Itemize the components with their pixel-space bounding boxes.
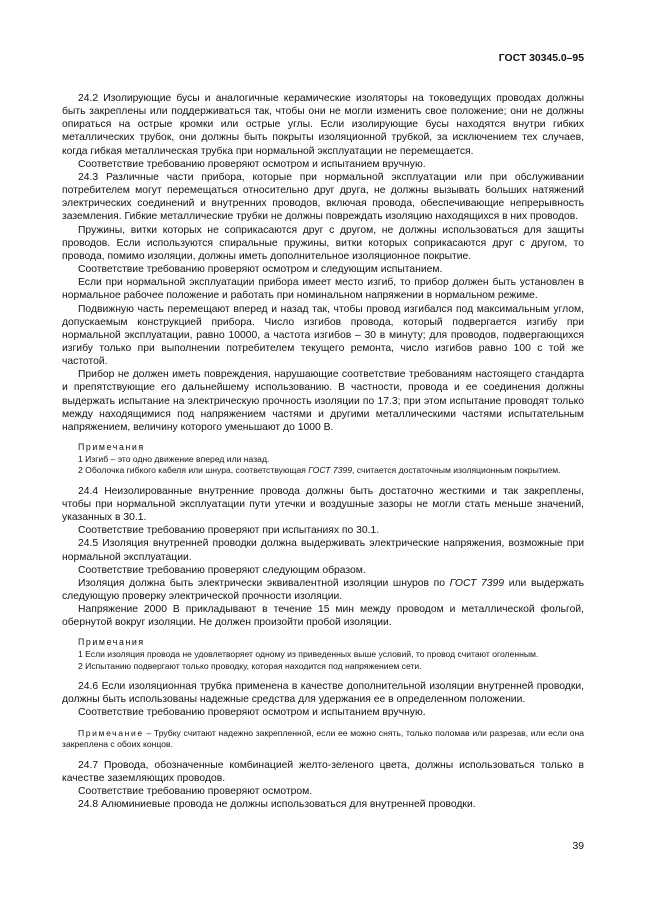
note-item: 2 Испытанию подвергают только проводку, которая находится под напряжением сети. [78,660,422,671]
note-item [62,465,584,477]
document-code-header: ГОСТ 30345.0–95 [498,53,584,64]
paragraph-24-6: 24.6 Если изоляционная трубка применена в качестве дополнительной изоляции внутренней проводки, должны быть использованы надежные средства для удержания ее в определенном положении. [62,681,584,706]
paragraph: Если при нормальной эксплуатации прибора имеет место изгиб, то прибор должен быть установлен в нормальное рабочее положение и работать при номинальном напряжении в нормальном режиме. [62,277,584,302]
note-text: – Трубку считают надежно закрепленной, если ее можно снять, только поломав или разрезав, или если она закреплена с обоих концов. [62,727,584,750]
standard-reference: ГОСТ 7399 [308,465,353,476]
paragraph-text: Изоляция должна быть электрически эквивалентной изоляции шнуров по [78,577,450,589]
paragraph-24-5: 24.5 Изоляция внутренней проводки должна выдерживать электрические напряжения, возможные при нормальной эксплуатации. [62,538,584,563]
note-text: 2 Оболочка гибкого кабеля или шнура, соответствующая [78,465,309,476]
paragraph: Соответствие требованию проверяют при испытаниях по 30.1. [78,525,380,537]
paragraph-24-8: 24.8 Алюминиевые провода не должны использоваться для внутренней проводки. [78,799,476,811]
paragraph: Соответствие требованию проверяют осмотром и следующим испытанием. [78,264,443,276]
paragraph: Соответствие требованию проверяют осмотром. [78,786,313,798]
notes-heading: Примечания [78,442,145,453]
paragraph: Прибор не должен иметь повреждения, нарушающие соответствие требованиям настоящего стандарта и препятствующие его дальнейшему использованию. В частности, провода и ее соединения должны выдержать испытание на электрическую прочность изоляции по 17.3; при этом испытание проводят только между находящимися под напряжением частями и другими металлическими частями испытательным напряжением, величину которого уменьшают до 1000 В. [62,369,584,433]
paragraph: Соответствие требованию проверяют осмотром и испытанием вручную. [78,707,426,719]
paragraph: Соответствие требованию проверяют осмотром и испытанием вручную. [78,158,426,170]
paragraph: Пружины, витки которых не соприкасаются друг с другом, не должны использоваться для защиты проводов. Если используются спиральные пружины, витки которых соприкасаются друг с другом, то провода, помимо изоляции, должны иметь дополнительное изоляционное покрытие. [62,224,584,262]
note-item: 1 Если изоляция провода не удовлетворяет одному из приведенных выше условий, то провод считают оголенным. [78,648,539,659]
paragraph: Соответствие требованию проверяют следующим образом. [78,564,366,576]
notes-heading: Примечания [78,637,145,648]
note-item: 1 Изгиб – это одно движение вперед или назад. [78,453,270,464]
paragraph-24-2: 24.2 Изолирующие бусы и аналогичные керамические изоляторы на токоведущих проводах должны быть закреплены или поддерживаться так, чтобы они не могли изменить свое положение; они не должны опираться на острые кромки или острые углы. Если изолирующие бусы находятся внутри гибких металлических трубок, они должны быть покрыты изоляционной трубкой, за исключением тех случаев, когда гибкая металлическая трубка при нормальной эксплуатации не перемещается. [62,93,584,157]
paragraph-text: или выдержать следующую проверку электрической прочности изоляции. [62,577,584,602]
note-text: , считается достаточным изоляционным покрытием. [352,465,561,476]
document-body [62,92,584,811]
page-number: 39 [572,841,584,852]
single-note [62,728,584,751]
paragraph: Подвижную часть перемещают вперед и назад так, чтобы провод изгибался под максимальным углом, допускаемым конструкцией прибора. Число изгибов провода, который подвергается изгибу при нормальной эксплуатации, равно 10000, а частота изгибов – 30 в минуту; для проводов, подвергающихся изгибу только при выполнении потребителем текущего ремонта, число изгибов равно 100 с той же частотой. [62,303,584,368]
paragraph: Напряжение 2000 В прикладывают в течение 15 мин между проводом и металлической фольгой, обернутой вокруг изоляции. Не должен произойти пробой изоляции. [62,604,584,629]
paragraph [62,577,584,603]
paragraph-24-4: 24.4 Неизолированные внутренние провода должны быть достаточно жесткими и так закреплены, чтобы при нормальной эксплуатации пути утечки и воздушные зазоры не могли стать меньше значений, указанных в 30.1. [62,485,584,524]
paragraph-24-7: 24.7 Провода, обозначенные комбинацией желто-зеленого цвета, должны использоваться только в качестве заземляющих проводов. [62,759,584,784]
paragraph-24-3: 24.3 Различные части прибора, которые при нормальной эксплуатации или при обслуживании потребителем могут перемещаться относительно друг друга, не должны вызывать больших натяжений электрических соединений и внутренних проводов, включая провода, обеспечивающие непрерывность заземления. Гибкие металлические трубки не должны повреждать изоляцию находящихся в них проводов. [62,171,584,223]
standard-reference: ГОСТ 7399 [449,577,505,589]
note-label: Примечание [78,727,144,738]
